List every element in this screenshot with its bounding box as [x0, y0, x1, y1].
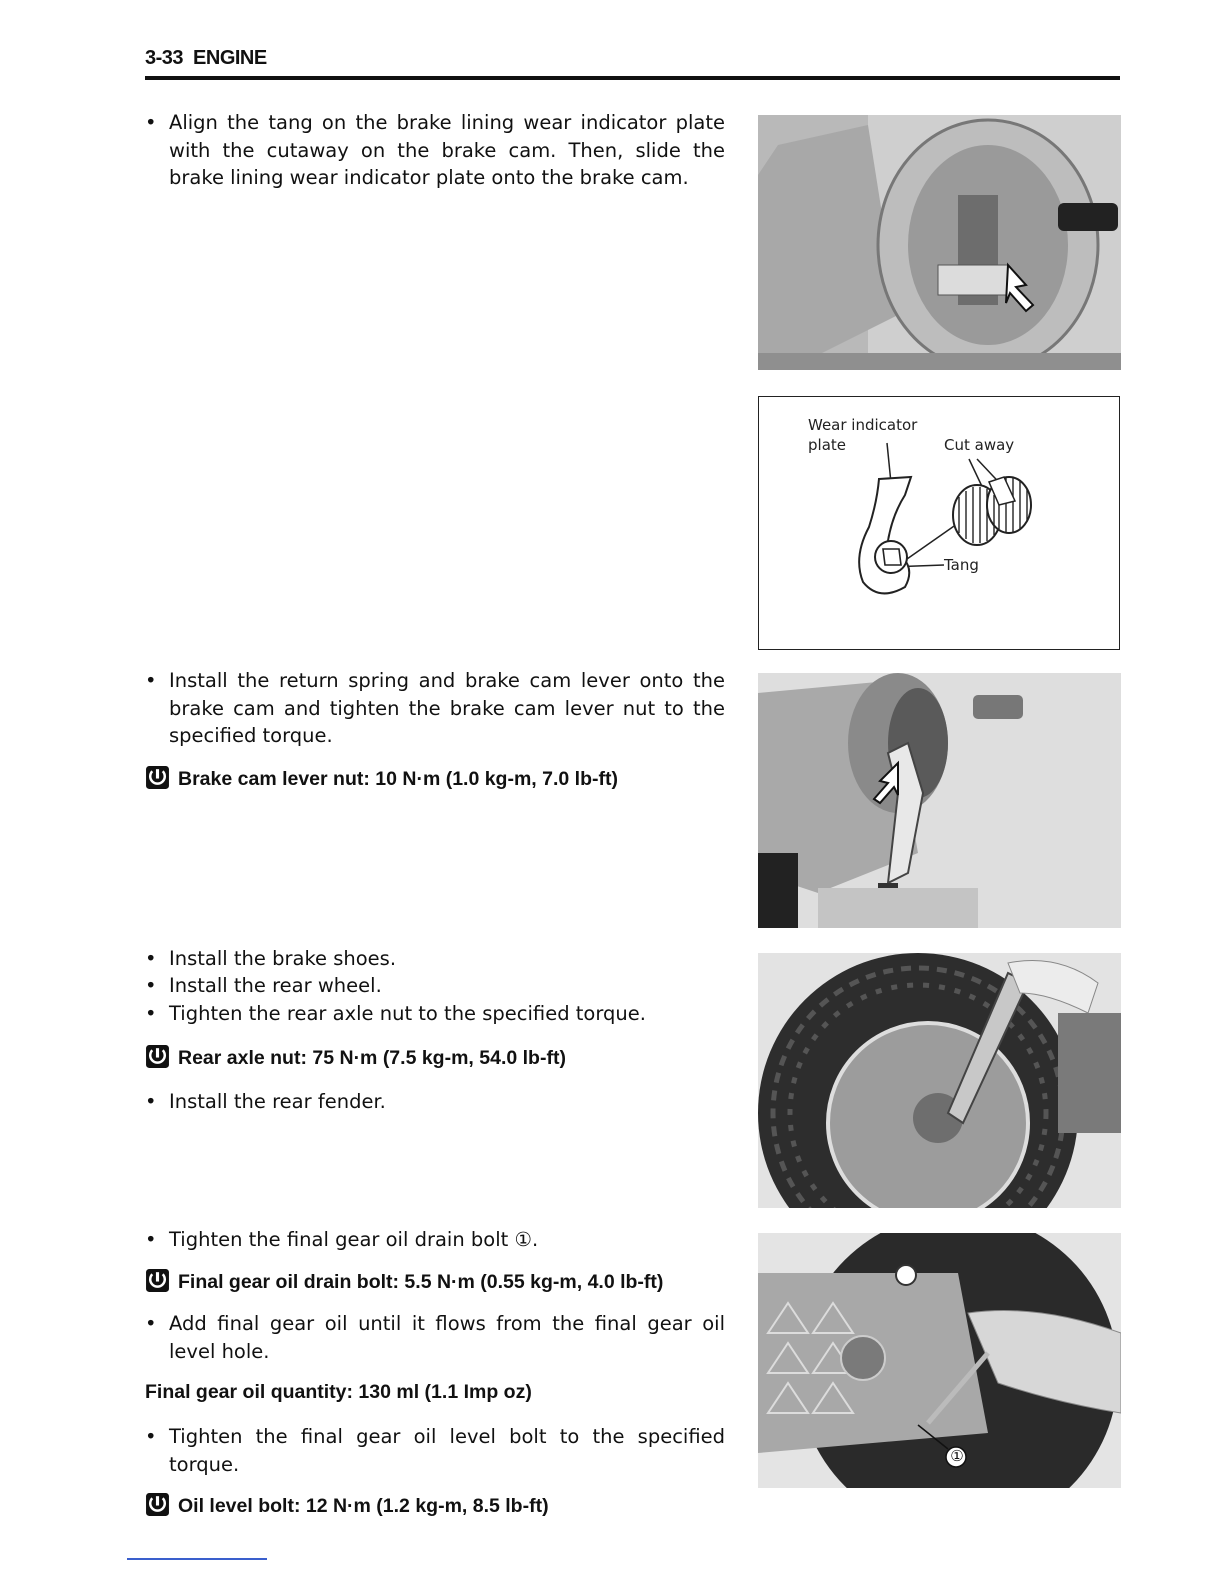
instruction-tighten-level-bolt: • Tighten the final gear oil level bolt to the specified torque. — [145, 1425, 725, 1476]
torque-spec-brake-cam-lever: Brake cam lever nut: 10 N·m (1.0 kg-m, 7.0 lb-ft) — [145, 765, 745, 792]
instruction-install-rear-fender: • Install the rear fender. — [145, 1088, 725, 1116]
instruction-install-rear-wheel: • Install the rear wheel. — [145, 972, 725, 1000]
photo-brake-cam-indicator — [758, 115, 1121, 370]
photo-final-gear-drain-bolt — [758, 1233, 1121, 1488]
bullet-icon: • — [145, 669, 157, 692]
bullet-icon: • — [145, 1425, 157, 1448]
torque-wrench-icon — [145, 765, 170, 790]
footer-rule — [127, 1558, 267, 1560]
bullet-icon: • — [145, 947, 157, 970]
bullet-icon: • — [145, 1002, 157, 1025]
instruction-add-final-gear-oil: • Add final gear oil until it flows from the final gear oil level hole. — [145, 1312, 725, 1363]
page-number: 3-33 — [145, 47, 184, 69]
page-header — [145, 44, 1120, 80]
torque-wrench-icon — [145, 1268, 170, 1293]
diagram-drawing — [759, 397, 1119, 649]
section-title: ENGINE — [193, 47, 267, 69]
wear-indicator-diagram — [758, 396, 1120, 650]
instruction-align-tang: • Align the tang on the brake lining wear indicator plate with the cutaway on the brake cam. Then, slide the brake lining wear indicator plate onto the brake cam. — [145, 111, 725, 189]
instruction-tighten-axle-nut: • Tighten the rear axle nut to the specified torque. — [145, 1000, 725, 1028]
bullet-icon: • — [145, 1312, 157, 1335]
torque-wrench-icon — [145, 1044, 170, 1069]
oil-quantity-spec: Final gear oil quantity: 130 ml (1.1 Imp oz) — [145, 1381, 532, 1403]
torque-spec-oil-level-bolt: Oil level bolt: 12 N·m (1.2 kg-m, 8.5 lb-ft) — [145, 1492, 745, 1519]
instruction-install-brake-shoes: • Install the brake shoes. — [145, 945, 725, 973]
instruction-tighten-drain-bolt: • Tighten the final gear oil drain bolt ①. — [145, 1226, 725, 1254]
photo-rear-wheel-axle — [758, 953, 1121, 1208]
bullet-icon: • — [145, 1228, 157, 1251]
torque-spec-rear-axle-nut: Rear axle nut: 75 N·m (7.5 kg-m, 54.0 lb-ft) — [145, 1044, 745, 1071]
instruction-install-return-spring: • Install the return spring and brake cam lever onto the brake cam and tighten the brake cam lever nut to the specified torque. — [145, 669, 725, 747]
bullet-icon: • — [145, 974, 157, 997]
label-cut-away: Cut away — [944, 436, 1015, 454]
photo-callout-1: ① — [950, 1447, 964, 1465]
torque-wrench-icon — [145, 1492, 170, 1517]
bullet-icon: • — [145, 111, 157, 134]
label-wear-indicator-plate: Wear indicator plate — [808, 416, 918, 454]
photo-brake-cam-lever — [758, 673, 1121, 928]
bullet-icon: • — [145, 1090, 157, 1113]
label-tang: Tang — [944, 556, 979, 574]
torque-spec-drain-bolt: Final gear oil drain bolt: 5.5 N·m (0.55 kg-m, 4.0 lb-ft) — [145, 1268, 745, 1295]
